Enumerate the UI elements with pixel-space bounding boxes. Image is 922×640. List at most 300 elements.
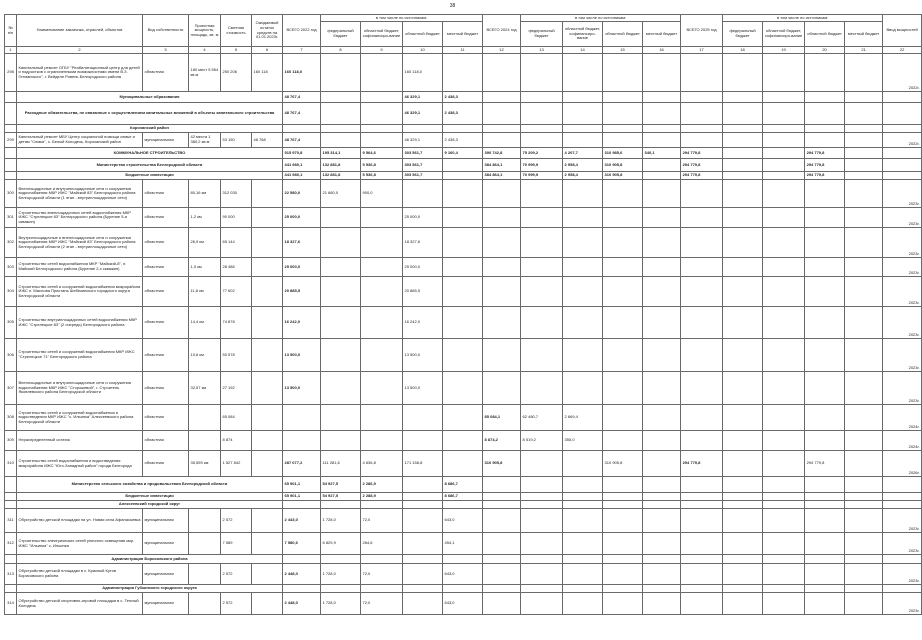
subsection-row bbox=[5, 585, 922, 593]
table-cell bbox=[681, 593, 723, 615]
table-cell bbox=[643, 159, 681, 172]
table-cell: 54 927,5 bbox=[321, 493, 361, 501]
table-cell bbox=[805, 431, 845, 451]
table-cell bbox=[603, 477, 643, 493]
table-cell bbox=[763, 208, 805, 228]
table-cell bbox=[361, 125, 403, 133]
table-cell bbox=[521, 339, 563, 372]
table-cell bbox=[521, 125, 563, 133]
section-label: Министерство сельского хозяйства и продовольствия Белгородской области bbox=[17, 477, 283, 493]
column-number: 12 bbox=[483, 47, 521, 54]
table-cell bbox=[603, 92, 643, 103]
table-cell bbox=[403, 477, 443, 493]
table-cell: 13 500,0 bbox=[283, 339, 321, 372]
header-cell: местный бюджет bbox=[443, 22, 483, 47]
table-cell bbox=[845, 451, 883, 477]
table-cell bbox=[5, 92, 17, 103]
table-row bbox=[5, 307, 922, 339]
table-cell bbox=[361, 54, 403, 92]
table-cell bbox=[805, 92, 845, 103]
table-cell bbox=[189, 431, 221, 451]
table-cell: 65 901,1 bbox=[283, 493, 321, 501]
table-cell: 643,0 bbox=[443, 509, 483, 533]
table-cell bbox=[403, 493, 443, 501]
table-cell bbox=[521, 509, 563, 533]
table-cell bbox=[283, 405, 321, 431]
table-cell bbox=[723, 277, 763, 307]
table-cell: 2023г. bbox=[883, 180, 922, 208]
table-cell: 1 728,0 bbox=[321, 564, 361, 585]
column-number: 6 bbox=[252, 47, 283, 54]
table-cell bbox=[723, 451, 763, 477]
table-cell bbox=[521, 451, 563, 477]
table-cell bbox=[845, 92, 883, 103]
table-cell bbox=[681, 533, 723, 555]
table-cell bbox=[563, 103, 603, 125]
table-cell bbox=[723, 339, 763, 372]
table-cell: 5 536,8 bbox=[361, 172, 403, 180]
table-cell: 2023г. bbox=[883, 509, 922, 533]
object-name: Обустройство детской спортивно-игровой площадки в с. Теплый Колодезь bbox=[17, 593, 143, 615]
table-cell bbox=[723, 509, 763, 533]
table-cell bbox=[521, 92, 563, 103]
table-cell bbox=[443, 159, 483, 172]
table-cell bbox=[845, 307, 883, 339]
subsection-row bbox=[5, 501, 922, 509]
table-cell: областная bbox=[143, 431, 189, 451]
table-cell bbox=[805, 564, 845, 585]
table-header bbox=[5, 15, 922, 54]
table-cell bbox=[723, 431, 763, 451]
header-cell: федеральный бюджет bbox=[723, 22, 763, 47]
table-cell bbox=[603, 509, 643, 533]
table-cell: 25 000,0 bbox=[403, 258, 443, 277]
row-number: 303 bbox=[5, 258, 17, 277]
table-cell bbox=[563, 208, 603, 228]
row-number: 309 bbox=[5, 431, 17, 451]
table-cell bbox=[883, 172, 922, 180]
header-cell: Вид собственности bbox=[143, 15, 189, 47]
table-cell: 10,6 км bbox=[189, 339, 221, 372]
subsection-row bbox=[5, 555, 922, 564]
table-cell: 65 901,1 bbox=[283, 477, 321, 493]
table-cell bbox=[845, 172, 883, 180]
table-cell bbox=[603, 533, 643, 555]
table-cell: 2 438,3 bbox=[443, 133, 483, 148]
section-row bbox=[5, 172, 922, 180]
table-cell bbox=[563, 564, 603, 585]
table-cell: 287 077,2 bbox=[283, 451, 321, 477]
table-cell: 80,16 км bbox=[189, 180, 221, 208]
table-cell bbox=[643, 405, 681, 431]
table-cell: 2026г. bbox=[883, 451, 922, 477]
table-cell bbox=[361, 228, 403, 258]
table-cell bbox=[483, 501, 521, 509]
table-cell bbox=[883, 92, 922, 103]
table-cell bbox=[483, 180, 521, 208]
table-cell bbox=[603, 208, 643, 228]
object-name: Обустройство детской площадки в с. Красный Кутов Борисовского района bbox=[17, 564, 143, 585]
row-number: 304 bbox=[5, 277, 17, 307]
table-cell bbox=[763, 451, 805, 477]
table-cell bbox=[403, 509, 443, 533]
table-cell bbox=[361, 103, 403, 125]
table-cell: 294 779,8 bbox=[805, 148, 845, 159]
table-cell bbox=[603, 593, 643, 615]
column-number: 21 bbox=[845, 47, 883, 54]
section-row bbox=[5, 103, 922, 125]
header-cell: местный бюджет bbox=[643, 22, 681, 47]
table-cell bbox=[521, 372, 563, 405]
table-cell bbox=[443, 258, 483, 277]
table-cell bbox=[681, 431, 723, 451]
table-cell: 312 030 bbox=[221, 180, 252, 208]
table-cell bbox=[361, 405, 403, 431]
table-cell bbox=[483, 555, 521, 564]
table-cell bbox=[805, 477, 845, 493]
table-cell bbox=[321, 208, 361, 228]
table-cell bbox=[252, 307, 283, 339]
table-cell: 1 728,0 bbox=[321, 509, 361, 533]
table-cell bbox=[603, 405, 643, 431]
table-cell: 42 места 1 380,2 кв.м bbox=[189, 133, 221, 148]
table-cell: 2023г. bbox=[883, 307, 922, 339]
table-cell: 72,0 bbox=[361, 509, 403, 533]
table-cell bbox=[681, 405, 723, 431]
table-cell: 310 985,6 bbox=[603, 148, 643, 159]
table-row bbox=[5, 339, 922, 372]
table-cell bbox=[805, 585, 845, 593]
table-cell bbox=[845, 208, 883, 228]
table-cell: 441 980,1 bbox=[283, 172, 321, 180]
table-cell bbox=[321, 405, 361, 431]
table-cell: 11,8 км bbox=[189, 277, 221, 307]
table-cell: 160 118 bbox=[252, 54, 283, 92]
table-cell: 18 327,6 bbox=[403, 228, 443, 258]
table-cell: 2 958,4 bbox=[563, 172, 603, 180]
column-number: 19 bbox=[763, 47, 805, 54]
table-cell bbox=[361, 133, 403, 148]
table-cell bbox=[283, 585, 321, 593]
table-cell bbox=[521, 493, 563, 501]
table-cell: 13 500,0 bbox=[403, 339, 443, 372]
table-cell bbox=[805, 509, 845, 533]
table-cell: 294 779,8 bbox=[681, 172, 723, 180]
table-cell bbox=[5, 585, 17, 593]
header-cell: федеральный бюджет bbox=[521, 22, 563, 47]
table-cell bbox=[403, 405, 443, 431]
table-cell bbox=[521, 180, 563, 208]
column-number: 5 bbox=[221, 47, 252, 54]
page-number: 38 bbox=[449, 3, 456, 9]
table-cell bbox=[883, 159, 922, 172]
table-cell bbox=[643, 477, 681, 493]
table-cell: 2023г. bbox=[883, 277, 922, 307]
table-cell bbox=[883, 103, 922, 125]
group-header-2026: в том числе по источникам: bbox=[723, 15, 883, 22]
table-cell bbox=[443, 228, 483, 258]
table-cell bbox=[603, 585, 643, 593]
table-cell bbox=[763, 493, 805, 501]
table-cell bbox=[443, 339, 483, 372]
table-cell bbox=[845, 133, 883, 148]
table-cell bbox=[643, 54, 681, 92]
table-cell bbox=[443, 451, 483, 477]
table-cell bbox=[763, 501, 805, 509]
table-cell bbox=[763, 593, 805, 615]
table-cell bbox=[805, 501, 845, 509]
table-cell: 20 885,5 bbox=[283, 277, 321, 307]
table-cell bbox=[189, 405, 221, 431]
object-name: Внутриплощадочные и внеплощадочные сети и сооружения водоснабжения МКР ИЖС "Майский 83" Белгородского района Белгородской области (2 этап - внутриплощадочные сети) bbox=[17, 228, 143, 258]
header-cell: ВСЕГО 2024 год bbox=[483, 15, 521, 47]
table-cell bbox=[321, 501, 361, 509]
table-cell bbox=[805, 593, 845, 615]
table-cell bbox=[5, 501, 17, 509]
table-cell bbox=[845, 509, 883, 533]
table-cell bbox=[443, 307, 483, 339]
table-cell: 355,0 bbox=[563, 431, 603, 451]
row-number: 311 bbox=[5, 509, 17, 533]
table-cell bbox=[521, 208, 563, 228]
table-cell bbox=[563, 180, 603, 208]
header-cell: № п/п bbox=[5, 15, 17, 47]
table-cell: 72,0 bbox=[361, 564, 403, 585]
table-cell: областная bbox=[143, 405, 189, 431]
table-cell: 2 448,0 bbox=[283, 593, 321, 615]
table-cell bbox=[443, 585, 483, 593]
table-cell bbox=[763, 533, 805, 555]
table-cell: 16 242,0 bbox=[403, 307, 443, 339]
table-cell bbox=[845, 148, 883, 159]
table-cell bbox=[252, 593, 283, 615]
table-cell bbox=[643, 593, 681, 615]
table-cell bbox=[681, 477, 723, 493]
section-label: Расходные обязательства, не связанные с осуществлением капитальных вложений в объекты капитального строительства bbox=[17, 103, 283, 125]
table-cell bbox=[763, 405, 805, 431]
table-cell bbox=[681, 258, 723, 277]
table-cell bbox=[763, 54, 805, 92]
table-cell bbox=[403, 501, 443, 509]
table-cell bbox=[643, 431, 681, 451]
table-cell bbox=[5, 103, 17, 125]
table-cell bbox=[321, 307, 361, 339]
table-cell bbox=[723, 172, 763, 180]
table-cell bbox=[252, 564, 283, 585]
table-cell: 2023г. bbox=[883, 339, 922, 372]
column-number: 15 bbox=[603, 47, 643, 54]
table-cell bbox=[483, 339, 521, 372]
table-cell bbox=[443, 180, 483, 208]
column-number: 8 bbox=[321, 47, 361, 54]
table-cell bbox=[563, 593, 603, 615]
table-cell bbox=[643, 258, 681, 277]
section-label: Муниципальные образования bbox=[17, 92, 283, 103]
table-cell bbox=[723, 533, 763, 555]
table-cell: 53 150 bbox=[221, 133, 252, 148]
table-cell: 48 767,4 bbox=[283, 133, 321, 148]
section-row bbox=[5, 493, 922, 501]
table-cell bbox=[563, 125, 603, 133]
table-cell bbox=[681, 307, 723, 339]
table-cell: 62 480,7 bbox=[521, 405, 563, 431]
table-cell bbox=[883, 585, 922, 593]
table-cell bbox=[321, 431, 361, 451]
table-cell bbox=[763, 125, 805, 133]
table-cell: 90 000 bbox=[221, 208, 252, 228]
table-cell bbox=[521, 103, 563, 125]
table-cell bbox=[603, 501, 643, 509]
table-cell bbox=[603, 125, 643, 133]
table-cell bbox=[763, 258, 805, 277]
table-cell bbox=[283, 431, 321, 451]
table-cell bbox=[643, 451, 681, 477]
table-cell bbox=[563, 372, 603, 405]
table-cell bbox=[603, 54, 643, 92]
table-cell bbox=[805, 555, 845, 564]
table-row bbox=[5, 277, 922, 307]
object-name: Строительство сетей водоснабжения и водоотведения микрорайона ИЖС "Юго-Западный район" города Белгорода bbox=[17, 451, 143, 477]
header-cell: областной бюджет, софинансиро-вание bbox=[361, 22, 403, 47]
column-number: 1 bbox=[5, 47, 17, 54]
table-cell bbox=[805, 103, 845, 125]
table-cell: 294 779,8 bbox=[805, 172, 845, 180]
table-cell: 8 686,7 bbox=[443, 477, 483, 493]
section-label: Бюджетные инвестиции bbox=[17, 493, 283, 501]
table-cell: 14,4 км bbox=[189, 307, 221, 339]
row-number: 299 bbox=[5, 133, 17, 148]
table-cell bbox=[681, 92, 723, 103]
table-cell bbox=[521, 501, 563, 509]
table-cell bbox=[443, 172, 483, 180]
table-cell: 310 905,8 bbox=[603, 451, 643, 477]
row-number: 307 bbox=[5, 372, 17, 405]
table-cell bbox=[252, 372, 283, 405]
table-cell bbox=[563, 555, 603, 564]
table-cell bbox=[681, 493, 723, 501]
table-cell bbox=[483, 54, 521, 92]
table-cell bbox=[763, 92, 805, 103]
object-name: Строительство внеплощадочных сетей водоснабжения МКР ИЖС "Стрелецкое 83" Белгородского района (Бурение 5-и скважин) bbox=[17, 208, 143, 228]
row-number: 301 bbox=[5, 208, 17, 228]
table-cell bbox=[521, 593, 563, 615]
table-cell bbox=[563, 509, 603, 533]
table-cell bbox=[521, 258, 563, 277]
column-number: 13 bbox=[521, 47, 563, 54]
table-cell: 294 779,8 bbox=[681, 451, 723, 477]
table-cell bbox=[883, 555, 922, 564]
object-name: Нераспределенный остаток bbox=[17, 431, 143, 451]
table-cell: 35,559 км bbox=[189, 451, 221, 477]
table-cell bbox=[883, 148, 922, 159]
header-cell: областной бюджет, софинансиро-вание bbox=[763, 22, 805, 47]
table-cell: областная bbox=[143, 54, 189, 92]
table-cell bbox=[483, 133, 521, 148]
header-cell: Наименование заказчика, отраслей, объектов bbox=[17, 15, 143, 47]
object-name: Капитальный ремонт МБУ Центр социальной помощи семье и детям "Семья", с. Белый Колодезь, Корочанский район bbox=[17, 133, 143, 148]
object-name: Внеплощадочные и внутриплощадочные сети и сооружения водоснабжения МКР ИЖС "Сторожевой", г. Строитель Яковлевского района Белгородской области bbox=[17, 372, 143, 405]
table-cell: 643,0 bbox=[443, 593, 483, 615]
table-cell: 2 438,3 bbox=[443, 92, 483, 103]
table-cell bbox=[763, 431, 805, 451]
table-cell: 2 958,4 bbox=[563, 159, 603, 172]
table-cell bbox=[252, 228, 283, 258]
table-cell bbox=[883, 477, 922, 493]
table-cell bbox=[643, 509, 681, 533]
table-cell: 171 158,8 bbox=[403, 451, 443, 477]
table-cell: 26,9 км bbox=[189, 228, 221, 258]
table-cell: 310 905,8 bbox=[483, 451, 521, 477]
table-cell: областная bbox=[143, 339, 189, 372]
table-cell: 74 878 bbox=[221, 307, 252, 339]
column-number: 11 bbox=[443, 47, 483, 54]
table-cell bbox=[283, 555, 321, 564]
table-cell: 2 288,9 bbox=[361, 493, 403, 501]
table-cell bbox=[252, 509, 283, 533]
table-cell bbox=[321, 372, 361, 405]
table-cell bbox=[681, 133, 723, 148]
table-cell: 85 084,1 bbox=[483, 405, 521, 431]
table-cell bbox=[563, 501, 603, 509]
table-cell: 6 829,9 bbox=[321, 533, 361, 555]
table-cell bbox=[643, 277, 681, 307]
table-cell bbox=[845, 501, 883, 509]
table-cell bbox=[763, 277, 805, 307]
row-number: 310 bbox=[5, 451, 17, 477]
table-cell: 5 536,8 bbox=[361, 159, 403, 172]
header-cell: Ожидаемый остаток средств на 01.01.2023г. bbox=[252, 15, 283, 47]
table-cell bbox=[403, 180, 443, 208]
table-cell bbox=[643, 307, 681, 339]
table-cell bbox=[361, 501, 403, 509]
table-cell bbox=[805, 277, 845, 307]
table-cell: областная bbox=[143, 228, 189, 258]
object-name: Строительство внутриплощадочных сетей водоснабжения МКР ИЖС "Стрелецкое 83" (2 очередь) Белгородского района bbox=[17, 307, 143, 339]
table-cell bbox=[681, 501, 723, 509]
table-cell: 1,0 км bbox=[189, 258, 221, 277]
table-cell: 70 999,9 bbox=[521, 159, 563, 172]
table-row bbox=[5, 431, 922, 451]
table-cell: 48 767,4 bbox=[283, 92, 321, 103]
object-name: Строительство сетей водоснабжения МКР "Майский-8", п. Майский Белгородского района (Бурение 2-х скважин) bbox=[17, 258, 143, 277]
table-cell bbox=[723, 405, 763, 431]
table-row bbox=[5, 451, 922, 477]
table-cell: 2023г. bbox=[883, 208, 922, 228]
table-cell: 7 589 bbox=[221, 533, 252, 555]
table-cell bbox=[443, 125, 483, 133]
table-cell bbox=[883, 501, 922, 509]
table-cell bbox=[252, 405, 283, 431]
table-cell bbox=[723, 103, 763, 125]
table-cell bbox=[443, 208, 483, 228]
object-name: Капитальный ремонт ОГБУ "Реабилитационный центр для детей и подростков с ограниченными возможностями имени В.З. Гетманского", г. Вейделе Ровень Белгородского района bbox=[17, 54, 143, 92]
table-cell bbox=[681, 372, 723, 405]
table-cell bbox=[283, 501, 321, 509]
table-cell bbox=[845, 258, 883, 277]
table-cell: 46 329,1 bbox=[403, 103, 443, 125]
table-cell bbox=[845, 564, 883, 585]
table-cell bbox=[805, 133, 845, 148]
table-cell bbox=[643, 493, 681, 501]
table-cell bbox=[845, 103, 883, 125]
table-cell bbox=[5, 159, 17, 172]
table-cell: 48 767,4 bbox=[283, 103, 321, 125]
table-cell bbox=[361, 372, 403, 405]
table-cell: 20 885,5 bbox=[403, 277, 443, 307]
table-cell: 50 578 bbox=[221, 339, 252, 372]
subsection-row bbox=[5, 125, 922, 133]
table-cell bbox=[483, 125, 521, 133]
